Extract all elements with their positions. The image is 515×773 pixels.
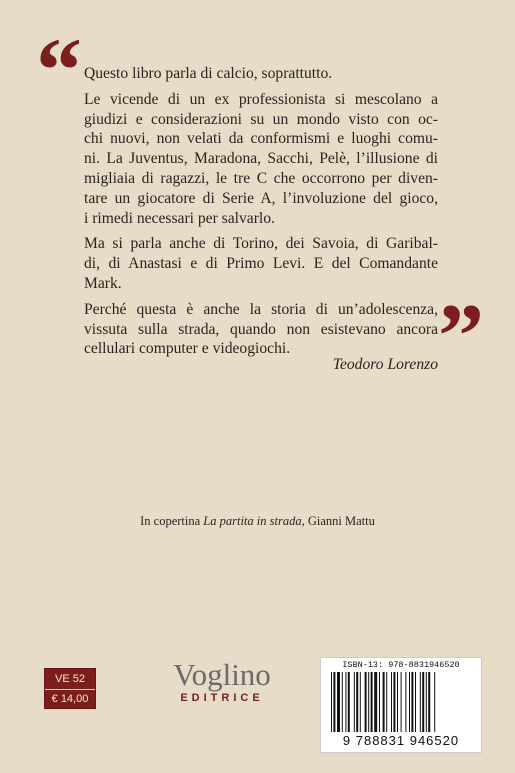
barcode-bar bbox=[397, 672, 398, 732]
cover-credit-prefix: In copertina bbox=[140, 514, 204, 528]
blurb-line: Ma si parla anche di Torino, dei Savoia, di Garibal- bbox=[84, 235, 438, 253]
barcode-bar bbox=[428, 672, 430, 732]
barcode-bar bbox=[345, 672, 346, 732]
blurb-line: ni. La Juventus, Maradona, Sacchi, Pelè, l’illusione di bbox=[84, 150, 438, 168]
blurb-line: giudizi e considerazioni su un mondo visto con oc- bbox=[84, 110, 438, 128]
barcode-bar bbox=[368, 672, 369, 732]
blurb-paragraph-2 bbox=[84, 90, 438, 229]
barcode-bar bbox=[420, 672, 421, 732]
cover-artwork-title: La partita in strada bbox=[203, 514, 302, 528]
barcode-bar bbox=[354, 672, 355, 732]
blurb-line: cellulari computer e videogiochi. bbox=[84, 340, 291, 358]
blurb-line: Mark. bbox=[84, 274, 122, 292]
barcode-bar bbox=[360, 672, 361, 732]
barcode-bar bbox=[411, 672, 413, 732]
author-name: Teodoro Lorenzo bbox=[332, 356, 438, 373]
cover-credit bbox=[0, 514, 515, 529]
blurb-text bbox=[84, 64, 438, 365]
cover-credit-suffix: , Gianni Mattu bbox=[301, 514, 375, 528]
barcode-bar bbox=[434, 672, 435, 732]
blurb-paragraph-4 bbox=[84, 300, 438, 359]
blurb-line: i rimedi necessari per salvarlo. bbox=[84, 209, 275, 227]
blurb-line: vissuta sulla strada, quando non esistevano ancora bbox=[84, 320, 438, 338]
barcode-bar bbox=[386, 672, 387, 732]
barcode-bar bbox=[371, 672, 373, 732]
barcode-bar bbox=[365, 672, 367, 732]
blurb-line: tare un giocatore di Serie A, l’involuzione del gioco, bbox=[84, 189, 438, 207]
isbn-barcode bbox=[320, 657, 482, 753]
publisher-name: Voglino bbox=[173, 657, 271, 692]
barcode-bars bbox=[331, 672, 471, 732]
isbn-label: ISBN-13: 978-8831946520 bbox=[342, 660, 460, 670]
barcode-bar bbox=[409, 672, 410, 732]
blurb-line: Le vicende di un ex professionista si mescolano a bbox=[84, 90, 438, 108]
barcode-bar bbox=[383, 672, 385, 732]
blurb-line: chi nuovi, non velati da conformismi e luoghi comu- bbox=[84, 130, 438, 148]
publisher-logo bbox=[156, 658, 288, 704]
barcode-bar bbox=[391, 672, 392, 732]
closing-quote-mark: ” bbox=[438, 285, 484, 387]
blurb-paragraph-3 bbox=[84, 234, 438, 293]
opening-quote-mark: “ bbox=[36, 19, 82, 121]
blurb-line: migliaia di ragazzi, le tre C che occorrono per diven- bbox=[84, 169, 438, 187]
blurb-line: Perché questa è anche la storia di un’adolescenza, bbox=[84, 300, 438, 318]
barcode-bar bbox=[401, 672, 402, 732]
barcode-bar bbox=[356, 672, 358, 732]
barcode-bar bbox=[422, 672, 424, 732]
barcode-bar bbox=[393, 672, 395, 732]
series-code: VE 52 bbox=[45, 669, 95, 689]
barcode-bar bbox=[348, 672, 350, 732]
barcode-bar bbox=[331, 672, 332, 732]
barcode-bar bbox=[415, 672, 416, 732]
blurb-paragraph-1 bbox=[84, 64, 438, 84]
barcode-bar bbox=[342, 672, 343, 732]
barcode-bar bbox=[374, 672, 377, 732]
barcode-bar bbox=[379, 672, 380, 732]
barcode-bar bbox=[405, 672, 406, 732]
series-price-box bbox=[44, 668, 96, 709]
barcode-bar bbox=[426, 672, 427, 732]
publisher-subtitle: EDITRICE bbox=[180, 692, 264, 704]
isbn-digits: 9 788831 946520 bbox=[342, 733, 460, 748]
price-label: € 14,00 bbox=[45, 689, 95, 708]
blurb-line: Questo libro parla di calcio, soprattutto. bbox=[84, 65, 333, 82]
barcode-bar bbox=[333, 672, 335, 732]
blurb-line: di, di Anastasi e di Primo Levi. E del Comandante bbox=[84, 255, 438, 273]
barcode-bar bbox=[337, 672, 340, 732]
